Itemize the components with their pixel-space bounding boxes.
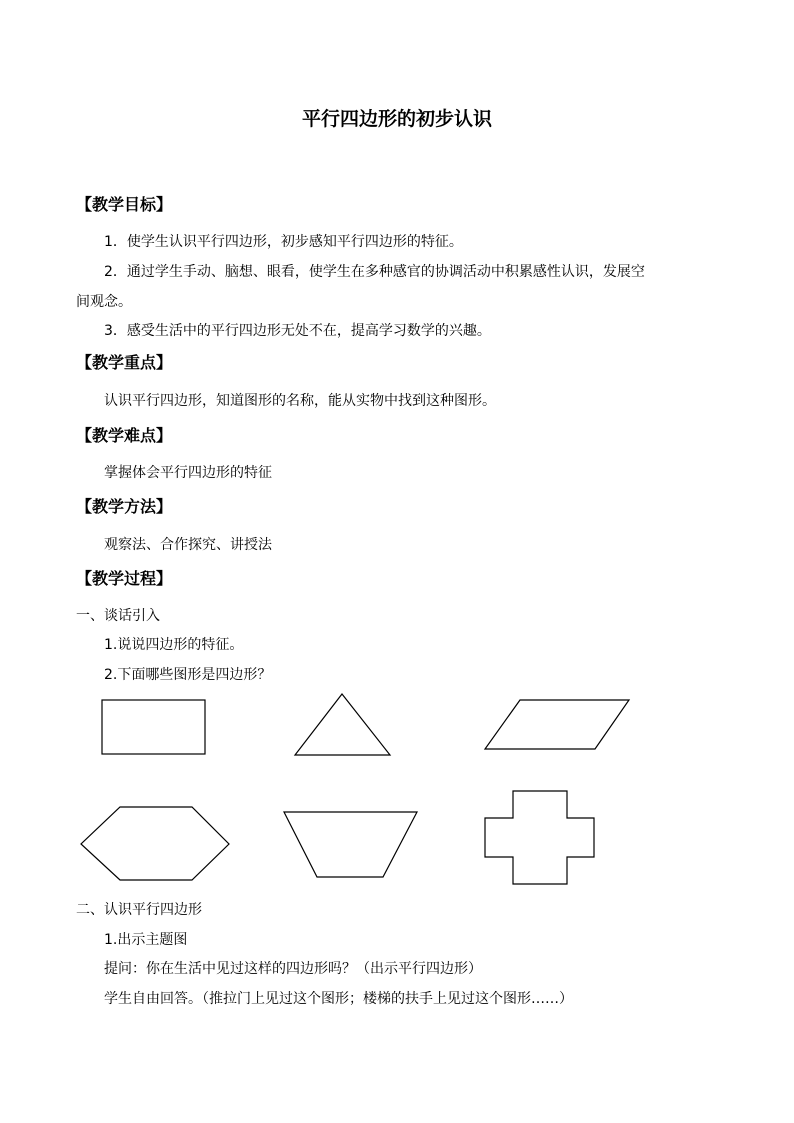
goal-item-3: 3．感受生活中的平行四边形无处不在，提高学习数学的兴趣。 [104, 323, 491, 339]
section-heading-difficulties: 【教学难点】 [76, 426, 173, 445]
part2-item-1: 1.出示主题图 [104, 932, 188, 948]
part2-item-3: 学生自由回答。（推拉门上见过这个图形；楼梯的扶手上见过这个图形……） [104, 991, 573, 1007]
trapezoid-shape [284, 812, 417, 877]
parallelogram-shape [485, 700, 629, 749]
triangle-shape [295, 694, 390, 755]
key-points-text: 认识平行四边形，知道图形的名称，能从实物中找到这种图形。 [104, 393, 496, 409]
part1-item-2: 2.下面哪些图形是四边形？ [104, 667, 272, 683]
part1-item-1: 1.说说四边形的特征。 [104, 637, 244, 653]
goal-item-1: 1．使学生认识平行四边形，初步感知平行四边形的特征。 [104, 234, 463, 250]
section-heading-key-points: 【教学重点】 [76, 353, 173, 372]
goal-item-2: 2．通过学生手动、脑想、眼看，使学生在多种感官的协调活动中积累感性认识，发展空 [104, 264, 645, 280]
section-heading-methods: 【教学方法】 [76, 497, 173, 516]
section-heading-goals: 【教学目标】 [76, 195, 173, 214]
rectangle-shape [102, 700, 205, 754]
section-heading-process: 【教学过程】 [76, 569, 173, 588]
hexagon-shape [81, 807, 229, 880]
cross-shape [485, 791, 594, 884]
methods-text: 观察法、合作探究、讲授法 [104, 537, 272, 553]
page-title: 平行四边形的初步认识 [301, 108, 492, 130]
difficulties-text: 掌握体会平行四边形的特征 [104, 465, 272, 481]
goal-item-2-continued: 间观念。 [76, 294, 132, 310]
part1-heading: 一、谈话引入 [76, 608, 160, 624]
part2-item-2: 提问：你在生活中见过这样的四边形吗？（出示平行四边形） [104, 961, 482, 977]
part2-heading: 二、认识平行四边形 [76, 902, 202, 918]
